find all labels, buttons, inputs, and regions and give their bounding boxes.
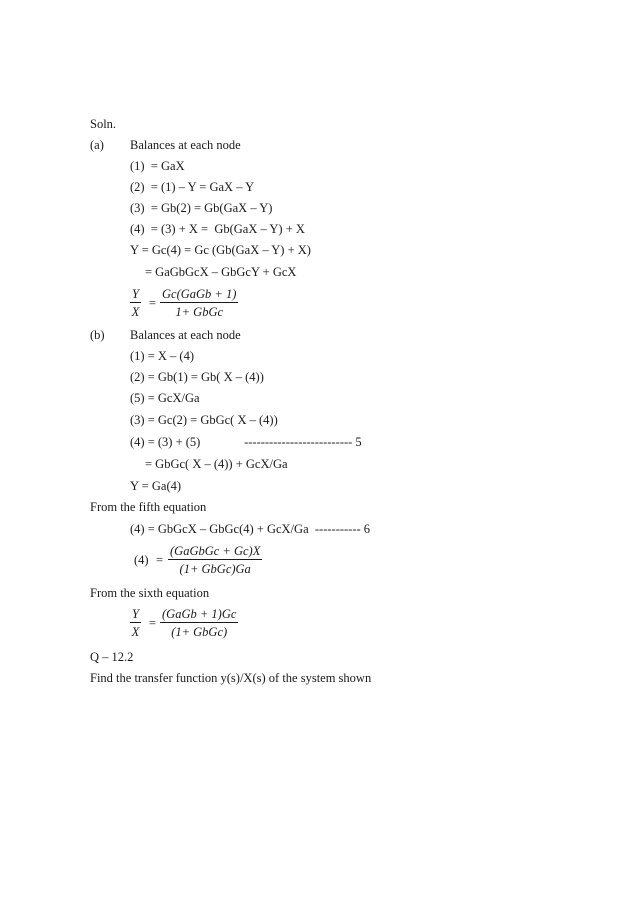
part-a-line-6: = GaGbGcX – GbGcY + GcX [145, 265, 297, 279]
part-a-line-5: Y = Gc(4) = Gc (Gb(GaX – Y) + X) [130, 243, 311, 257]
part-b-line-2: (2) = Gb(1) = Gb( X – (4)) [130, 370, 264, 384]
question-number: Q – 12.2 [90, 650, 134, 664]
part-a-label: (a) [90, 138, 104, 152]
part-a-rhs-denominator: 1+ GbGc [175, 305, 224, 319]
sixth-lhs-fraction [130, 607, 141, 639]
fifth-lhs: (4) [134, 553, 149, 567]
part-a-lhs-denominator: X [131, 305, 140, 319]
fifth-denominator: (1+ GbGc)Ga [179, 562, 251, 576]
part-a-line-1: (1) = GaX [130, 159, 185, 173]
part-a-lhs-numerator: Y [132, 287, 139, 301]
sixth-rhs-fraction [160, 607, 238, 639]
sixth-rhs-numerator: (GaGb + 1)Gc [162, 607, 237, 621]
part-a-heading: Balances at each node [130, 138, 241, 152]
question-text: Find the transfer function y(s)/X(s) of the system shown [90, 671, 372, 685]
sixth-lhs-denominator: X [131, 625, 140, 639]
part-b-heading: Balances at each node [130, 328, 241, 342]
soln-label: Soln. [90, 117, 117, 131]
part-a-line-2: (2) = (1) – Y = GaX – Y [130, 180, 255, 194]
sixth-lhs-numerator: Y [132, 607, 139, 621]
part-a-lhs-fraction [130, 287, 141, 319]
sixth-rhs-denominator: (1+ GbGc) [171, 625, 228, 639]
part-b-line-4: (3) = Gc(2) = GbGc( X – (4)) [130, 413, 278, 427]
fifth-equation-line: (4) = GbGcX – GbGc(4) + GcX/Ga ----------- 6 [130, 522, 371, 536]
part-a-rhs-fraction [160, 287, 238, 319]
fifth-equation-heading: From the fifth equation [90, 500, 207, 514]
part-b-line-3: (5) = GcX/Ga [130, 391, 200, 405]
part-b-label: (b) [90, 328, 105, 342]
sixth-equation-heading: From the sixth equation [90, 586, 210, 600]
part-a-line-4: (4) = (3) + X = Gb(GaX – Y) + X [130, 222, 305, 236]
sixth-equals: = [149, 616, 157, 630]
fifth-equals: = [156, 553, 164, 567]
part-a-equals: = [149, 296, 157, 310]
part-b-line-1: (1) = X – (4) [130, 349, 194, 363]
part-b-line-7: Y = Ga(4) [130, 479, 182, 493]
part-a-line-3: (3) = Gb(2) = Gb(GaX – Y) [130, 201, 273, 215]
part-b-line-5: (4) = (3) + (5) -------------------------- 5 [130, 435, 362, 449]
part-a-rhs-numerator: Gc(GaGb + 1) [162, 287, 237, 301]
fifth-fraction [168, 544, 262, 576]
fifth-numerator: (GaGbGc + Gc)X [170, 544, 261, 558]
part-b-line-6: = GbGc( X – (4)) + GcX/Ga [145, 457, 288, 471]
